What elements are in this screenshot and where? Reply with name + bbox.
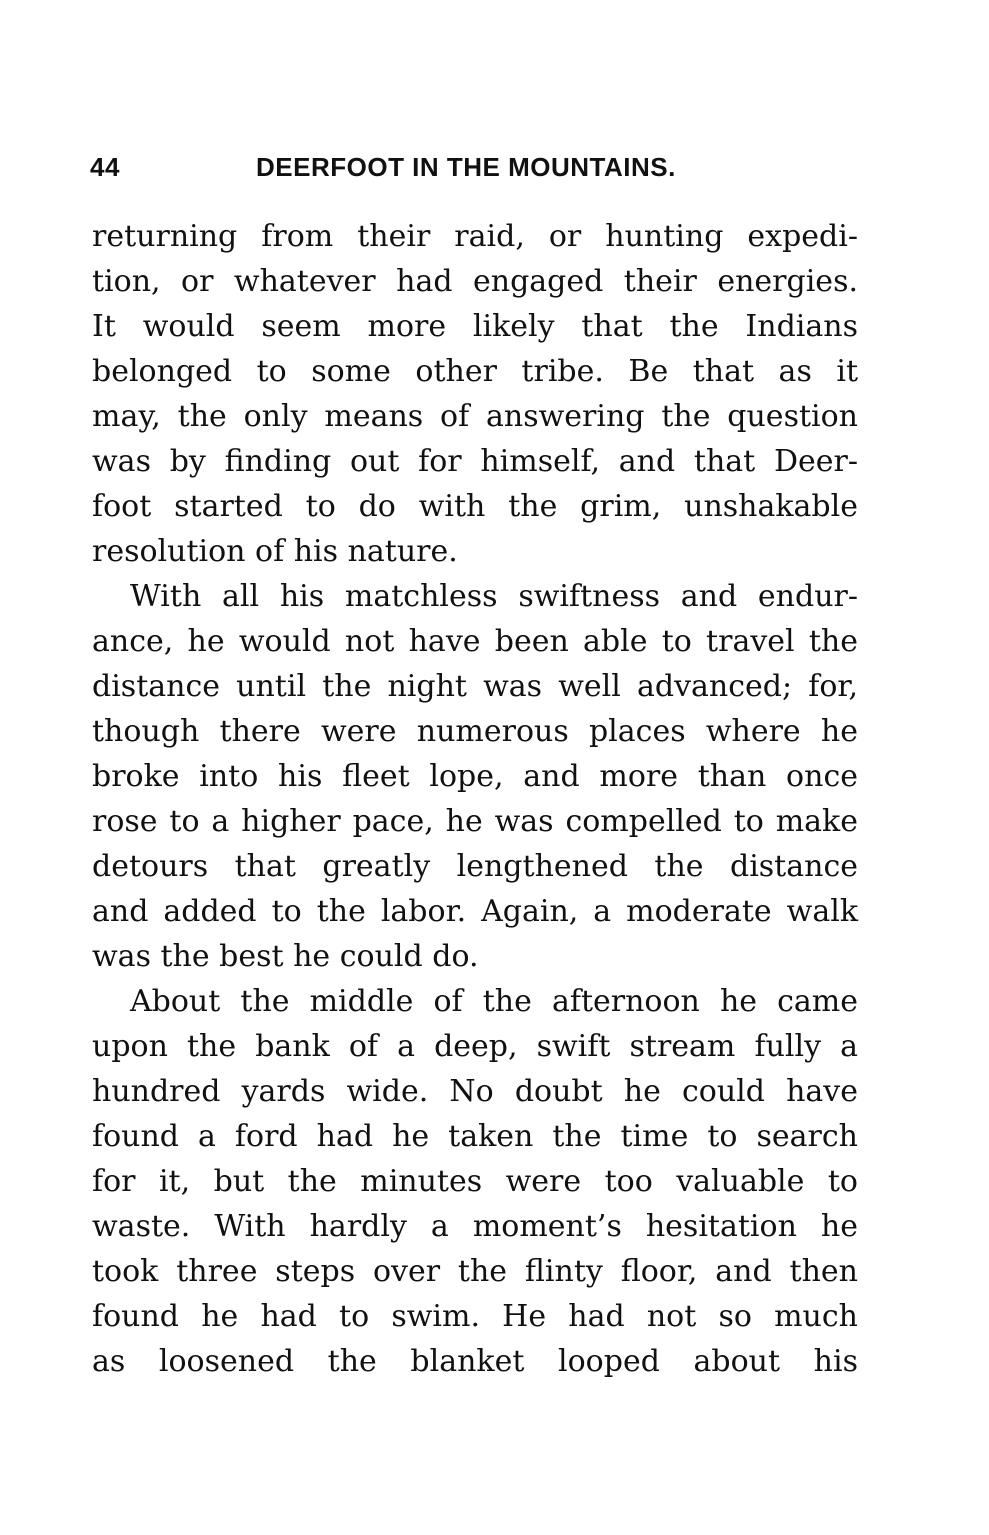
text-line: With all his matchless swiftness and endur- xyxy=(130,579,858,614)
text-line: rose to a higher pace, he was compelled to make xyxy=(92,804,858,839)
text-line: was by finding out for himself, and that Deer- xyxy=(92,444,858,479)
text-line: foot started to do with the grim, unshakable xyxy=(92,489,858,524)
text-line: detours that greatly lengthened the distance xyxy=(92,849,858,884)
text-line: may, the only means of answering the question xyxy=(92,399,858,434)
text-line: took three steps over the flinty floor, and then xyxy=(92,1254,858,1289)
text-line: found he had to swim. He had not so much xyxy=(92,1299,858,1334)
text-line: returning from their raid, or hunting expedi- xyxy=(92,219,858,254)
text-line: for it, but the minutes were too valuable to xyxy=(92,1164,858,1199)
text-line: though there were numerous places where he xyxy=(92,714,858,749)
text-line: as loosened the blanket looped about his xyxy=(92,1344,858,1379)
text-line: ance, he would not have been able to travel the xyxy=(92,624,858,659)
text-line: broke into his fleet lope, and more than once xyxy=(92,759,858,794)
text-line: tion, or whatever had engaged their energies. xyxy=(92,264,858,299)
book-title: DEERFOOT IN THE MOUNTAINS. xyxy=(256,152,676,182)
paragraph-1 xyxy=(92,214,858,574)
text-line: It would seem more likely that the Indians xyxy=(92,309,858,344)
text-line: About the middle of the afternoon he came xyxy=(130,984,858,1019)
text-line: waste. With hardly a moment’s hesitation he xyxy=(92,1209,858,1244)
text-line: and added to the labor. Again, a moderate walk xyxy=(92,894,858,929)
text-line: resolution of his nature. xyxy=(92,534,458,569)
page-number: 44 xyxy=(90,152,120,182)
text-line: distance until the night was well advanced; for, xyxy=(92,669,858,704)
text-line: found a ford had he taken the time to search xyxy=(92,1119,858,1154)
body-text xyxy=(92,214,858,1384)
text-line: was the best he could do. xyxy=(92,939,479,974)
paragraph-3 xyxy=(92,979,858,1384)
text-line: hundred yards wide. No doubt he could have xyxy=(92,1074,858,1109)
running-header xyxy=(90,152,790,192)
paragraph-2 xyxy=(92,574,858,979)
text-line: upon the bank of a deep, swift stream fully a xyxy=(92,1029,858,1064)
text-line: belonged to some other tribe. Be that as it xyxy=(92,354,858,389)
